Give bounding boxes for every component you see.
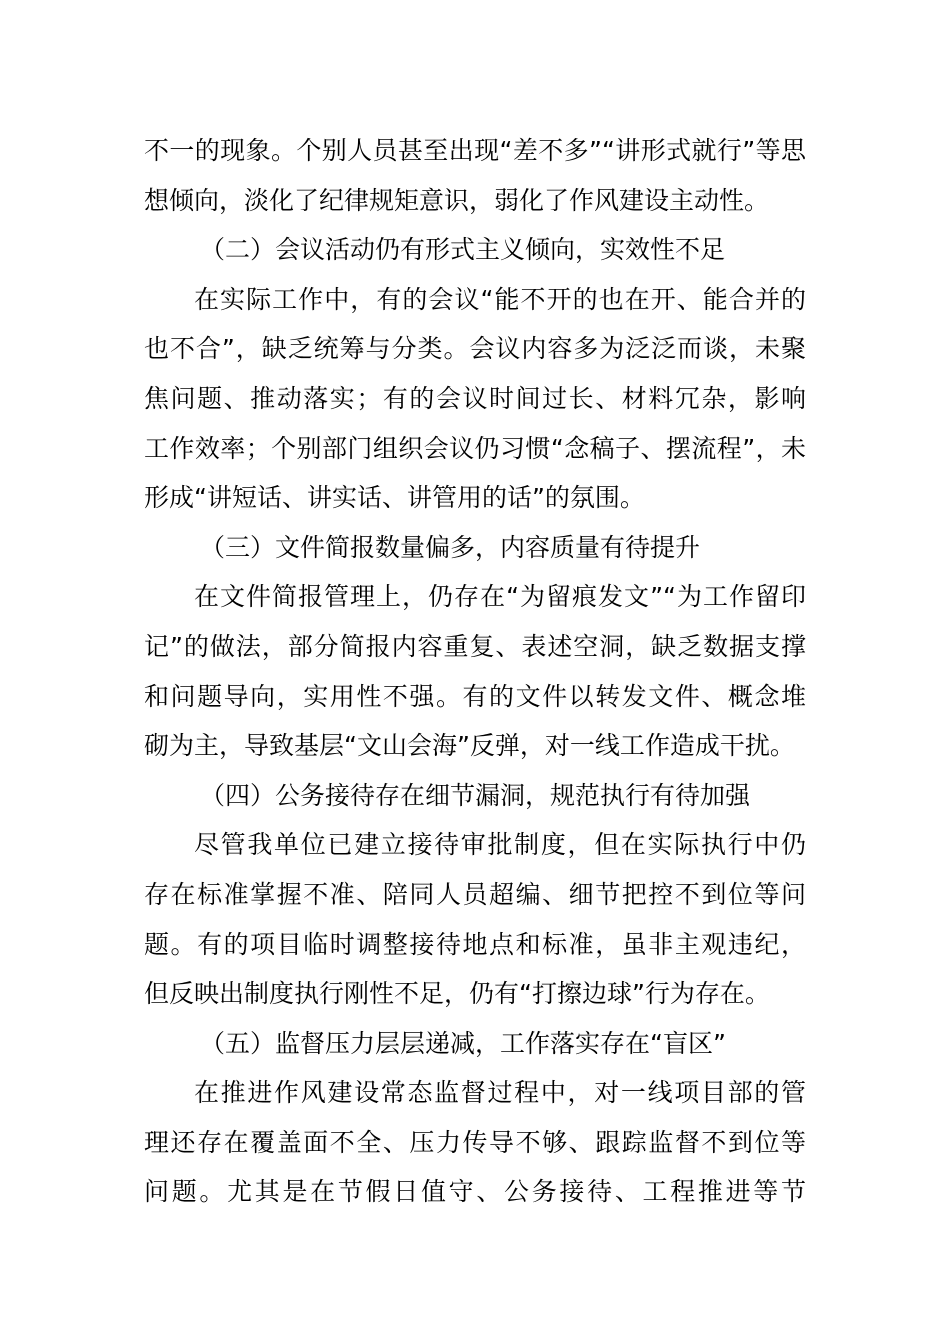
paragraph-line: 题。有的项目临时调整接待地点和标准，虽非主观违纪， (144, 929, 806, 959)
section-heading: （二）会议活动仍有形式主义倾向，实效性不足 (200, 235, 726, 265)
paragraph-line: 在实际工作中，有的会议“能不开的也在开、能合并的 (194, 284, 806, 314)
paragraph-line: 焦问题、推动落实；有的会议时间过长、材料冗杂，影响 (144, 383, 806, 413)
paragraph-line: 尽管我单位已建立接待审批制度，但在实际执行中仍 (194, 830, 806, 860)
paragraph-line: 也不合”，缺乏统筹与分类。会议内容多为泛泛而谈，未聚 (144, 334, 806, 364)
paragraph-line: 记”的做法，部分简报内容重复、表述空洞，缺乏数据支撑 (144, 631, 806, 661)
paragraph-line: 存在标准掌握不准、陪同人员超编、细节把控不到位等问 (144, 879, 806, 909)
paragraph-line: 想倾向，淡化了纪律规矩意识，弱化了作风建设主动性。 (144, 185, 770, 215)
paragraph-line: 问题。尤其是在节假日值守、公务接待、工程推进等节 (144, 1177, 806, 1207)
paragraph-line: 在推进作风建设常态监督过程中，对一线项目部的管 (194, 1078, 806, 1108)
paragraph-line: 砌为主，导致基层“文山会海”反弹，对一线工作造成干扰。 (144, 731, 795, 761)
paragraph-line: 形成“讲短话、讲实话、讲管用的话”的氛围。 (144, 483, 645, 513)
paragraph-line: 不一的现象。个别人员甚至出现“差不多”“讲形式就行”等思 (144, 136, 806, 165)
section-heading: （三）文件简报数量偏多，内容质量有待提升 (200, 532, 701, 562)
section-heading: （四）公务接待存在细节漏洞，规范执行有待加强 (200, 780, 751, 810)
paragraph-line: 理还存在覆盖面不全、压力传导不够、跟踪监督不到位等 (144, 1127, 806, 1157)
paragraph-line: 工作效率；个别部门组织会议仍习惯“念稿子、摆流程”，未 (144, 433, 806, 463)
paragraph-line: 但反映出制度执行刚性不足，仍有“打擦边球”行为存在。 (144, 979, 770, 1009)
paragraph-line: 和问题导向，实用性不强。有的文件以转发文件、概念堆 (144, 681, 806, 711)
document-body (144, 126, 806, 1217)
paragraph-line: 在文件简报管理上，仍存在“为留痕发文”“为工作留印 (194, 582, 806, 612)
section-heading: （五）监督压力层层递减，工作落实存在“盲区” (200, 1028, 726, 1058)
